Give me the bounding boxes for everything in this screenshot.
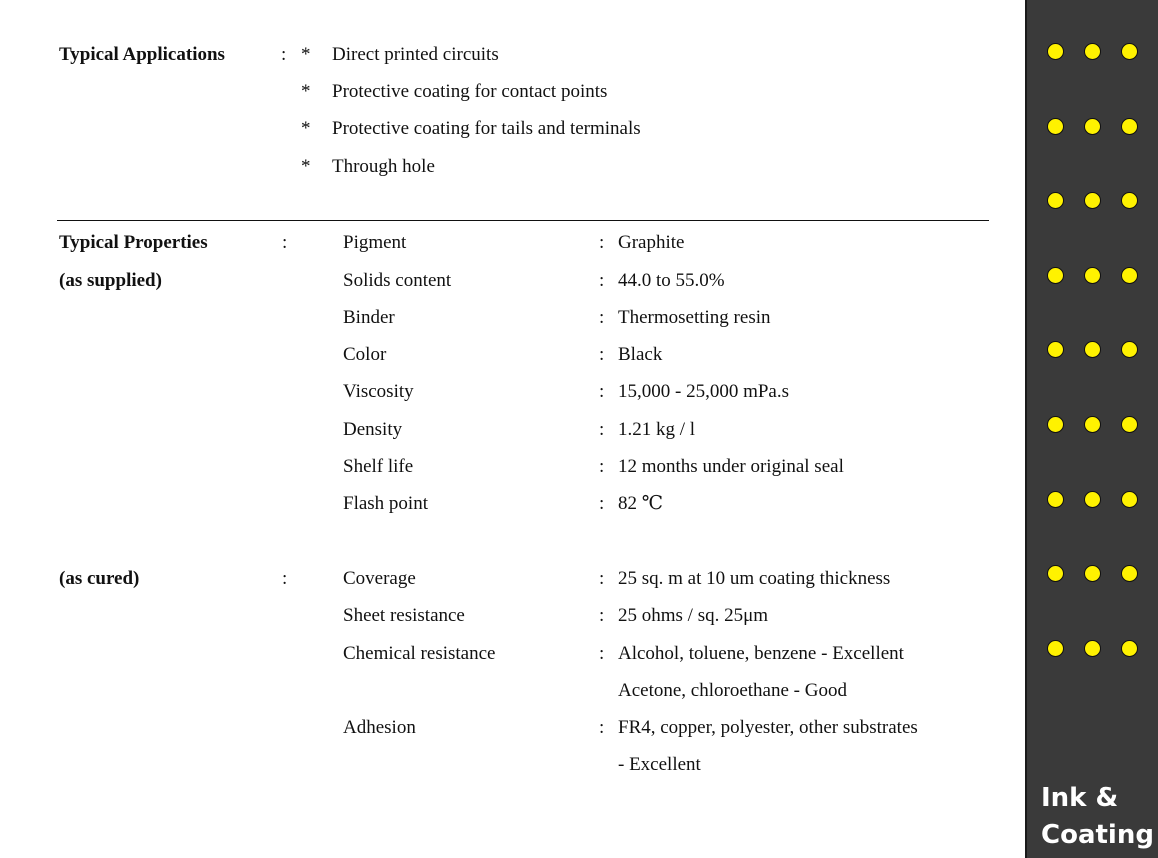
yellow-dot — [1084, 416, 1101, 433]
as-supplied-label: (as supplied) — [59, 270, 162, 291]
property-colon: : — [599, 419, 605, 440]
yellow-dot — [1047, 43, 1064, 60]
property-value: Black — [618, 344, 663, 365]
property-value: 25 sq. m at 10 um coating thickness — [618, 568, 891, 589]
property-name: Shelf life — [343, 456, 414, 477]
property-name: Density — [343, 419, 403, 440]
property-colon: : — [599, 456, 605, 477]
yellow-dot — [1121, 640, 1138, 657]
property-name: Color — [343, 344, 387, 365]
application-bullet: * — [301, 156, 311, 177]
property-name: Solids content — [343, 270, 452, 291]
properties-colon: : — [282, 232, 288, 253]
property-value: Thermosetting resin — [618, 307, 771, 328]
yellow-dot — [1121, 416, 1138, 433]
property-name: Sheet resistance — [343, 605, 465, 626]
section-divider — [57, 220, 989, 221]
yellow-dot — [1121, 43, 1138, 60]
yellow-dot — [1084, 640, 1101, 657]
sidebar-panel — [1025, 0, 1158, 858]
property-value: 12 months under original seal — [618, 456, 844, 477]
property-value: 25 ohms / sq. 25μm — [618, 605, 769, 626]
property-name: Coverage — [343, 568, 416, 589]
as-cured-colon: : — [282, 568, 288, 589]
property-colon: : — [599, 307, 605, 328]
property-value: 82 ℃ — [618, 493, 664, 514]
application-item: Protective coating for contact points — [332, 81, 608, 102]
yellow-dot — [1121, 118, 1138, 135]
yellow-dot — [1121, 192, 1138, 209]
property-colon: : — [599, 568, 605, 589]
yellow-dot — [1121, 267, 1138, 284]
yellow-dot — [1084, 267, 1101, 284]
as-cured-label: (as cured) — [59, 568, 140, 589]
property-value: 44.0 to 55.0% — [618, 270, 725, 291]
application-bullet: * — [301, 118, 311, 139]
application-item: Direct printed circuits — [332, 44, 499, 65]
yellow-dot — [1047, 416, 1064, 433]
property-name: Binder — [343, 307, 395, 328]
property-name: Viscosity — [343, 381, 414, 402]
yellow-dot — [1084, 118, 1101, 135]
applications-heading: Typical Applications — [59, 44, 225, 65]
yellow-dot — [1047, 192, 1064, 209]
yellow-dot — [1084, 43, 1101, 60]
property-value-continuation: - Excellent — [618, 754, 701, 775]
property-colon: : — [599, 717, 605, 738]
yellow-dot — [1047, 118, 1064, 135]
application-item: Protective coating for tails and terminals — [332, 118, 641, 139]
property-colon: : — [599, 493, 605, 514]
property-name: Chemical resistance — [343, 643, 496, 664]
properties-heading: Typical Properties — [59, 232, 208, 253]
application-item: Through hole — [332, 156, 435, 177]
yellow-dot — [1121, 341, 1138, 358]
property-name: Pigment — [343, 232, 407, 253]
property-value: Alcohol, toluene, benzene - Excellent — [618, 643, 904, 664]
yellow-dot — [1047, 565, 1064, 582]
property-name: Adhesion — [343, 717, 416, 738]
application-bullet: * — [301, 44, 311, 65]
application-bullet: * — [301, 81, 311, 102]
yellow-dot — [1084, 565, 1101, 582]
sidebar-title: Ink & Coating — [1041, 783, 1154, 850]
property-colon: : — [599, 381, 605, 402]
property-value-continuation: Acetone, chloroethane - Good — [618, 680, 847, 701]
property-name: Flash point — [343, 493, 428, 514]
property-colon: : — [599, 232, 605, 253]
property-colon: : — [599, 643, 605, 664]
yellow-dot — [1084, 192, 1101, 209]
yellow-dot — [1047, 640, 1064, 657]
yellow-dot — [1047, 267, 1064, 284]
property-value: Graphite — [618, 232, 685, 253]
yellow-dot — [1084, 491, 1101, 508]
property-colon: : — [599, 270, 605, 291]
property-value: FR4, copper, polyester, other substrates — [618, 717, 918, 738]
property-colon: : — [599, 344, 605, 365]
property-value: 1.21 kg / l — [618, 419, 696, 440]
property-value: 15,000 - 25,000 mPa.s — [618, 381, 789, 402]
yellow-dot — [1121, 565, 1138, 582]
yellow-dot — [1084, 341, 1101, 358]
yellow-dot — [1047, 491, 1064, 508]
applications-colon: : — [281, 44, 287, 65]
property-colon: : — [599, 605, 605, 626]
yellow-dot — [1121, 491, 1138, 508]
yellow-dot — [1047, 341, 1064, 358]
